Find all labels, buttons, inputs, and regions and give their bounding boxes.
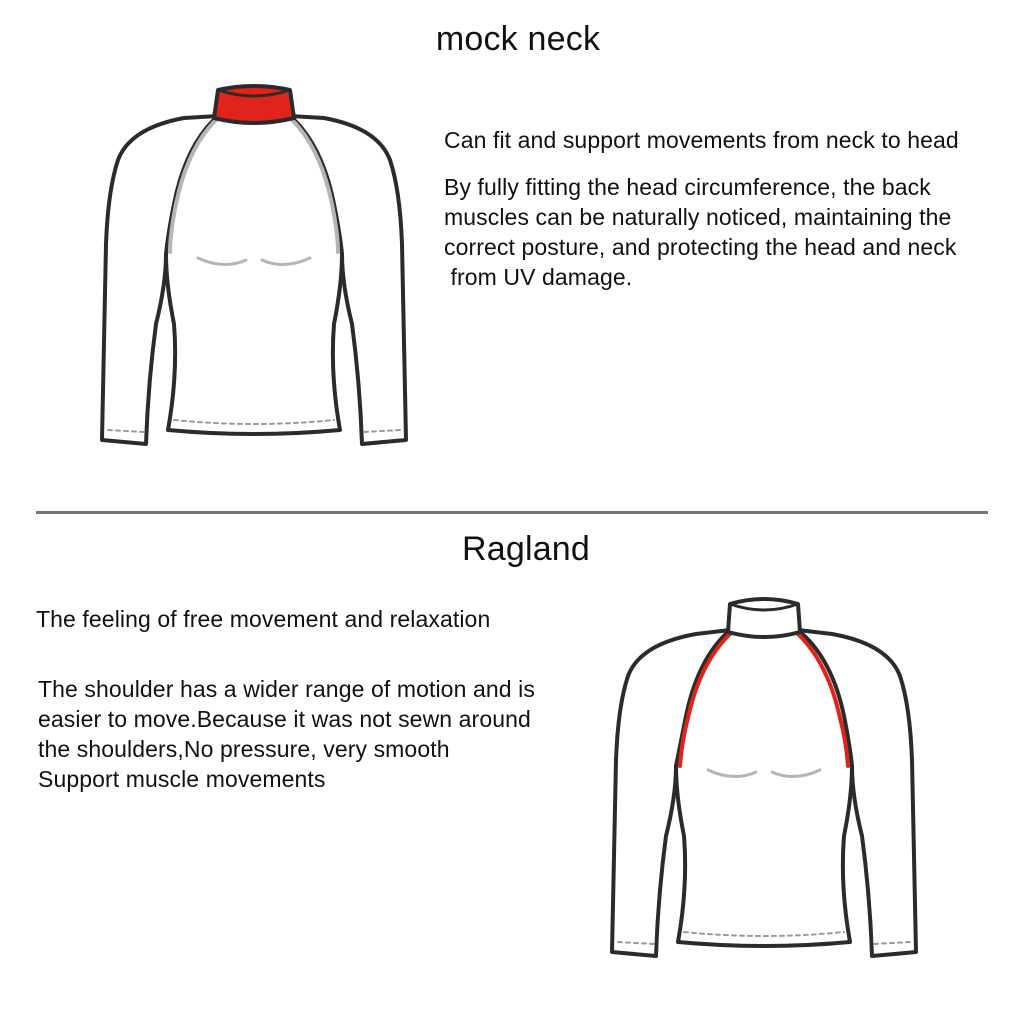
mock-neck-title: mock neck bbox=[435, 20, 601, 58]
raglan-shirt-icon bbox=[604, 596, 920, 962]
raglan-description-line: the shoulders,No pressure, very smooth bbox=[38, 736, 450, 762]
mock-neck-description-line: correct posture, and protecting the head and neck bbox=[444, 234, 957, 260]
section-divider bbox=[36, 511, 988, 514]
raglan-subtitle: The feeling of free movement and relaxation bbox=[36, 606, 491, 632]
raglan-title: Ragland bbox=[461, 530, 591, 568]
mock-neck-description-line: from UV damage. bbox=[444, 264, 633, 290]
raglan-description-line: Support muscle movements bbox=[38, 766, 326, 792]
mock-neck-description-line: muscles can be naturally noticed, maintaining the bbox=[444, 204, 952, 230]
mock-neck-subtitle: Can fit and support movements from neck to head bbox=[444, 127, 959, 153]
mock-neck-shirt-icon bbox=[96, 84, 412, 450]
raglan-description-line: easier to move.Because it was not sewn around bbox=[38, 706, 531, 732]
raglan-description-line: The shoulder has a wider range of motion and is bbox=[38, 676, 535, 702]
mock-neck-description-line: By fully fitting the head circumference, the back bbox=[444, 174, 931, 200]
